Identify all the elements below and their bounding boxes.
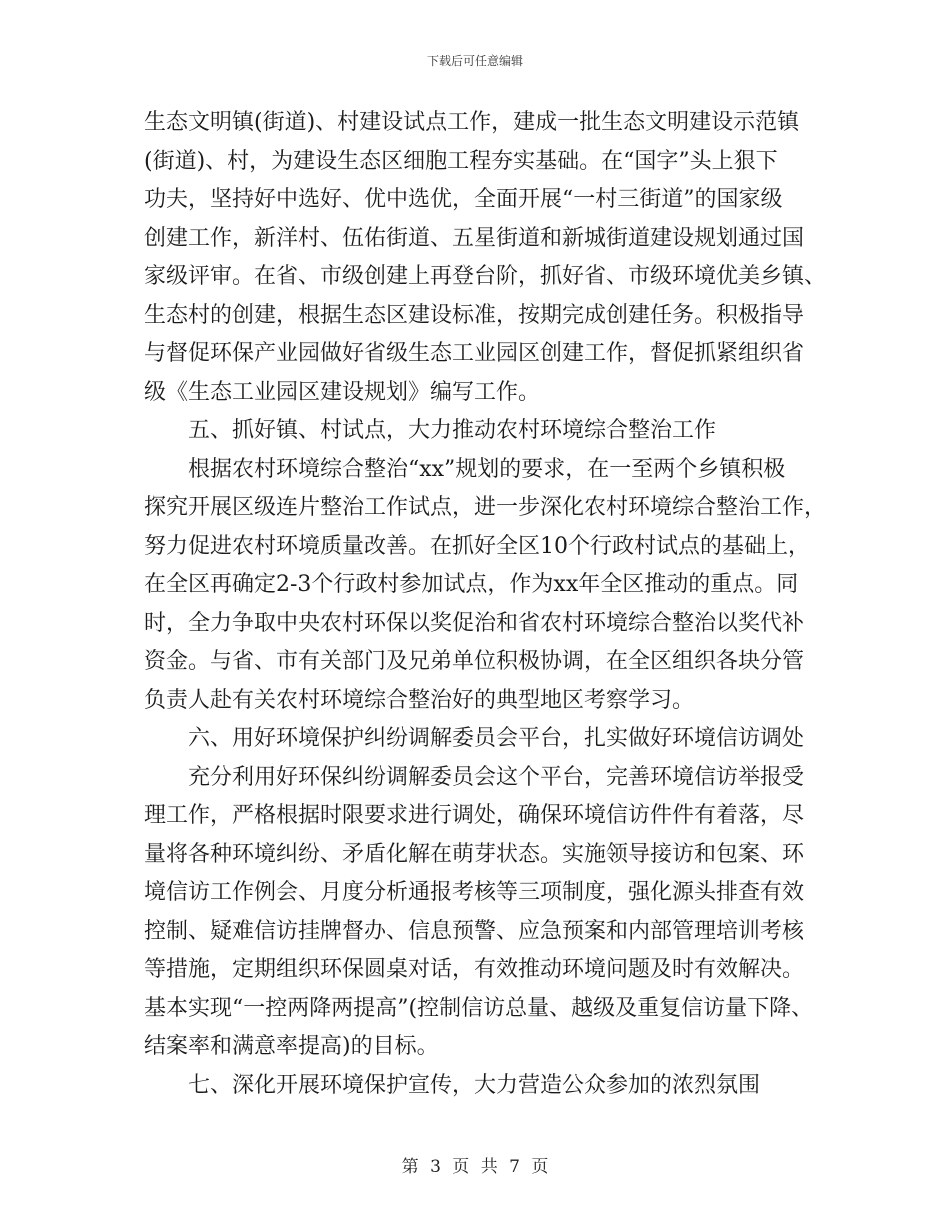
body-line: 充分利用好环保纠纷调解委员会这个平台，完善环境信访举报受 bbox=[188, 764, 805, 790]
body-line: 理工作，严格根据时限要求进行调处，确保环境信访件件有着落，尽 bbox=[144, 803, 805, 828]
section-heading: 六、用好环境保护纠纷调解委员会平台，扎实做好环境信访调处 bbox=[188, 726, 805, 751]
page-header: 下载后可任意编辑 bbox=[426, 54, 523, 68]
body-line: (街道)、村，为建设生态区细胞工程夯实基础。在“国字”头上狠下 bbox=[144, 148, 778, 174]
body-line: 努力促进农村环境质量改善。在抓好全区10个行政村试点的基础上， bbox=[144, 533, 810, 559]
body-line: 探究开展区级连片整治工作试点，进一步深化农村环境综合整治工作， bbox=[144, 495, 827, 520]
body-line: 根据农村环境综合整治“xx”规划的要求，在一至两个乡镇积极 bbox=[188, 456, 786, 482]
body-line: 功夫，坚持好中选好、优中选优，全面开展“一村三街道”的国家级 bbox=[144, 187, 783, 212]
body-line: 家级评审。在省、市级创建上再登台阶，抓好省、市级环境优美乡镇、 bbox=[144, 264, 827, 289]
body-line: 时，全力争取中央农村环保以奖促治和省农村环境综合整治以奖代补 bbox=[144, 610, 805, 636]
section-heading: 七、深化开展环境保护宣传，大力营造公众参加的浓烈氛围 bbox=[188, 1072, 761, 1098]
body-line: 与督促环保产业园做好省级生态工业园区创建工作，督促抓紧组织省 bbox=[144, 341, 805, 366]
body-line: 量将各种环境纠纷、矛盾化解在萌芽状态。实施领导接访和包案、环 bbox=[144, 841, 805, 867]
body-line: 基本实现“一控两降两提高”(控制信访总量、越级及重复信访量下降、 bbox=[144, 995, 814, 1021]
body-line: 生态文明镇(街道)、村建设试点工作，建成一批生态文明建设示范镇 bbox=[144, 110, 800, 135]
body-line: 等措施，定期组织环保圆桌对话，有效推动环境问题及时有效解决。 bbox=[144, 957, 805, 982]
body-line: 负责人赴有关农村环境综合整治好的典型地区考察学习。 bbox=[144, 687, 695, 713]
section-heading: 五、抓好镇、村试点，大力推动农村环境综合整治工作 bbox=[188, 418, 717, 443]
document-body bbox=[144, 104, 827, 1105]
body-line: 在全区再确定2-3个行政村参加试点，作为xx年全区推动的重点。同 bbox=[144, 572, 799, 597]
body-line: 资金。与省、市有关部门及兄弟单位积极协调，在全区组织各块分管 bbox=[144, 649, 805, 674]
body-line: 创建工作，新洋村、伍佑街道、五星街道和新城街道建设规划通过国 bbox=[144, 225, 805, 251]
body-line: 控制、疑难信访挂牌督办、信息预警、应急预案和内部管理培训考核 bbox=[144, 918, 805, 944]
body-line: 级《生态工业园区建设规划》编写工作。 bbox=[144, 379, 541, 405]
page-number: 第 3 页 共 7 页 bbox=[401, 1157, 549, 1177]
body-line: 生态村的创建，根据生态区建设标准，按期完成创建任务。积极指导 bbox=[144, 302, 805, 328]
body-line: 境信访工作例会、月度分析通报考核等三项制度，强化源头排查有效 bbox=[144, 880, 805, 905]
body-line: 结案率和满意率提高)的目标。 bbox=[144, 1034, 439, 1059]
